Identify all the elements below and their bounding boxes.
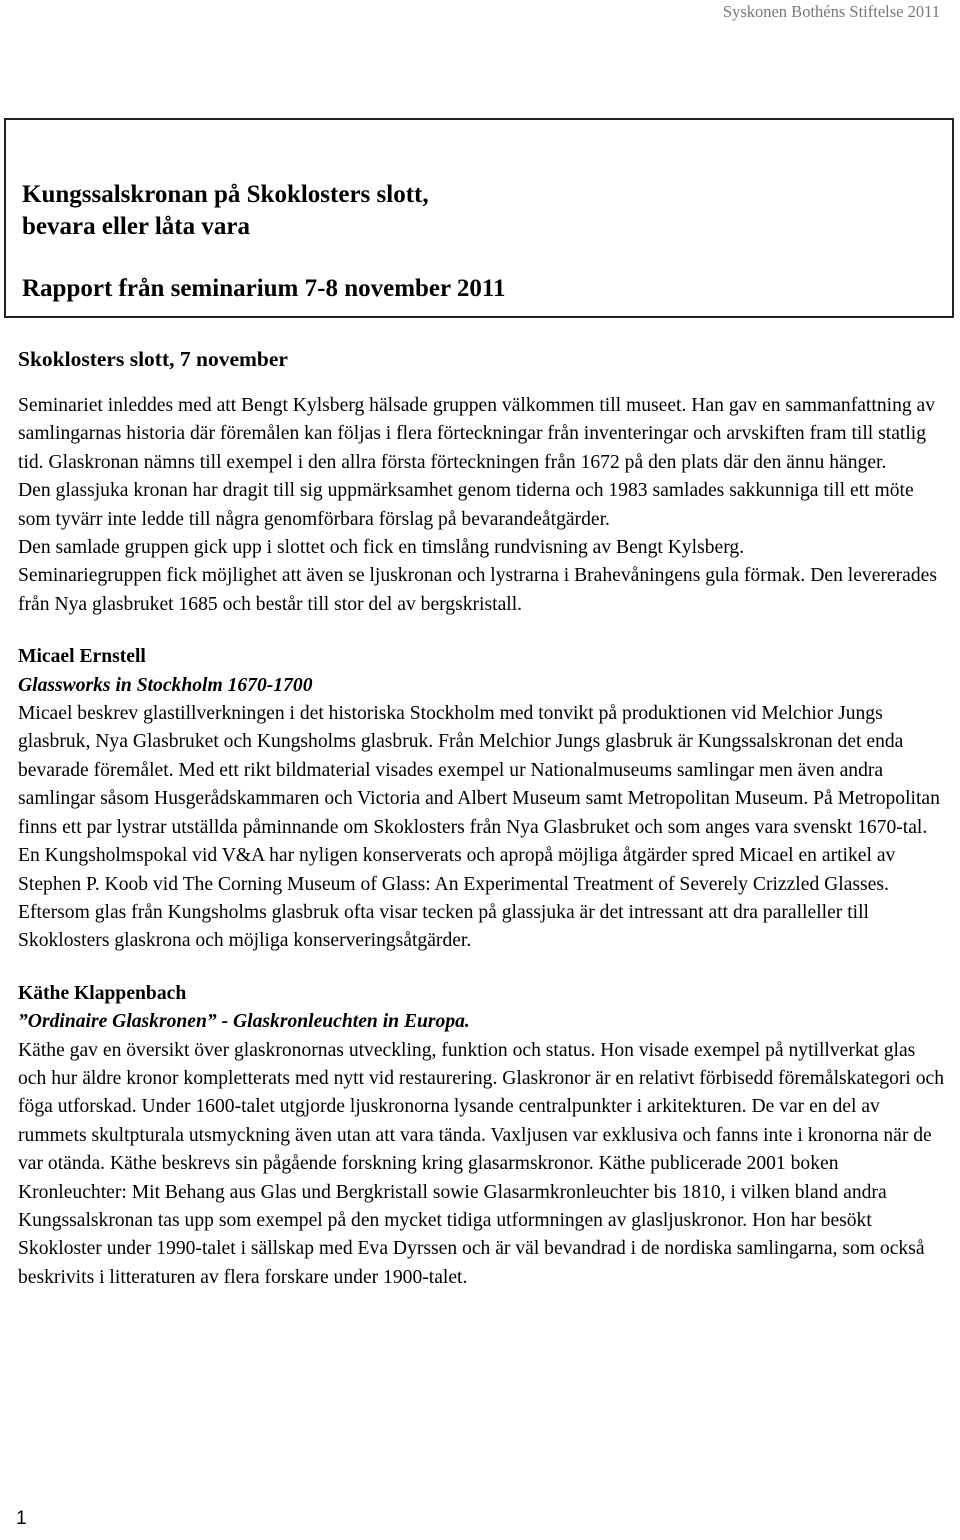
paragraph-brahe-chandelier: Seminariegruppen fick möjlighet att även se ljuskronan och lystrarna i Brahevåningens gula förmak. Den levererades från Nya glasbruket 1685 och består till stor del av bergskristall. (18, 565, 937, 615)
title-box (4, 118, 954, 318)
talk-summary: Käthe gav en översikt över glaskronornas utveckling, funktion och status. Hon visade exempel på nytillverkat glas och hur äldre kronor kompletterats med nytt vid restaurering. Glaskronor är en relativt förbisedd föremålskategori och föga utforskad. Under 1600-talet utgjorde ljuskronorna lysande centralpunkter i arkitekturen. De var en del av rummets skultpturala utsmyckning även utan att vara tända. Vaxljusen var exklusiva och fanns inte i kronorna när de var otända. Käthe beskrevs sin pågående forskning kring glasarmskronor. Käthe publicerade 2001 boken Kronleuchter: Mit Behang aus Glas und Bergkristall sowie Glasarmkronleuchter bis 1810, i vilken bland andra Kungssalskronan tas upp som exempel på den mycket tidiga utformningen av glasljuskronor. Hon har besökt Skokloster under 1990-talet i sällskap med Eva Dyrssen och är väl bevandrad i de nordiska samlingarna, som också beskrivits i litteraturen av flera forskare under 1900-talet. (18, 1039, 945, 1288)
document-title (22, 179, 429, 243)
running-header: Syskonen Bothéns Stiftelse 2011 (722, 2, 940, 21)
page-number: 1 (16, 1508, 27, 1529)
title-line-1: Kungssalskronan på Skoklosters slott, (22, 181, 429, 208)
speaker-name: Käthe Klappenbach (18, 982, 187, 1004)
paragraph-guided-tour: Den samlade gruppen gick upp i slottet och fick en timslång rundvisning av Bengt Kylsberg. (18, 537, 745, 559)
talk-title: ”Ordinaire Glaskronen” - Glaskronleuchten in Europa. (18, 1011, 470, 1033)
title-line-2: bevara eller låta vara (22, 213, 250, 240)
paragraph-1983-meeting: Den glassjuka kronan har dragit till sig uppmärksamhet genom tiderna och 1983 samlades sakkunniga till ett möte som tyvärr inte ledde till några genomförbara förslag på bevarandeåtgärder. (18, 480, 914, 530)
speaker-name: Micael Ernstell (18, 646, 146, 668)
paragraph-welcome: Seminariet inleddes med att Bengt Kylsberg hälsade gruppen välkommen till museet. Han gav en sammanfattning av samlingarnas historia där föremålen kan följas i flera förteckningar från inventeringar och arvskiften fram till statlig tid. Glaskronan nämns till exempel i den allra första förteckningen från 1672 på den plats där den ännu hänger. (18, 395, 936, 473)
document-body (18, 344, 948, 1292)
talk-summary: Micael beskrev glastillverkningen i det historiska Stockholm med tonvikt på produktionen vid Melchior Jungs glasbruk, Nya Glasbruket och Kungsholms glasbruk. Från Melchior Jungs glasbruk är Kungssalskronan det enda bevarade föremålet. Med ett rikt bildmaterial visades exempel ur Nationalmuseums samlingar men även andra samlingar såsom Husgerådskammaren och Victoria and Albert Museum samt Metropolitan Museum. På Metropolitan finns ett par lystrar utställda påminnande om Skoklosters från Nya Glasbruket och som anges vara svenskt 1670-tal. En Kungsholmspokal vid V&A har nyligen konserverats och apropå möjliga åtgärder spred Micael en artikel av Stephen P. Koob vid The Corning Museum of Glass: An Experimental Treatment of Severely Crizzled Glasses. Eftersom glas från Kungsholms glasbruk ofta visar tecken på glassjuka är det intressant att dra paralleller till Skoklosters glaskrona och möjliga konserveringsåtgärder. (18, 703, 940, 952)
report-subtitle: Rapport från seminarium 7-8 november 2011 (22, 275, 506, 302)
day-heading: Skoklosters slott, 7 november (18, 347, 288, 371)
talk-title: Glassworks in Stockholm 1670-1700 (18, 674, 313, 696)
